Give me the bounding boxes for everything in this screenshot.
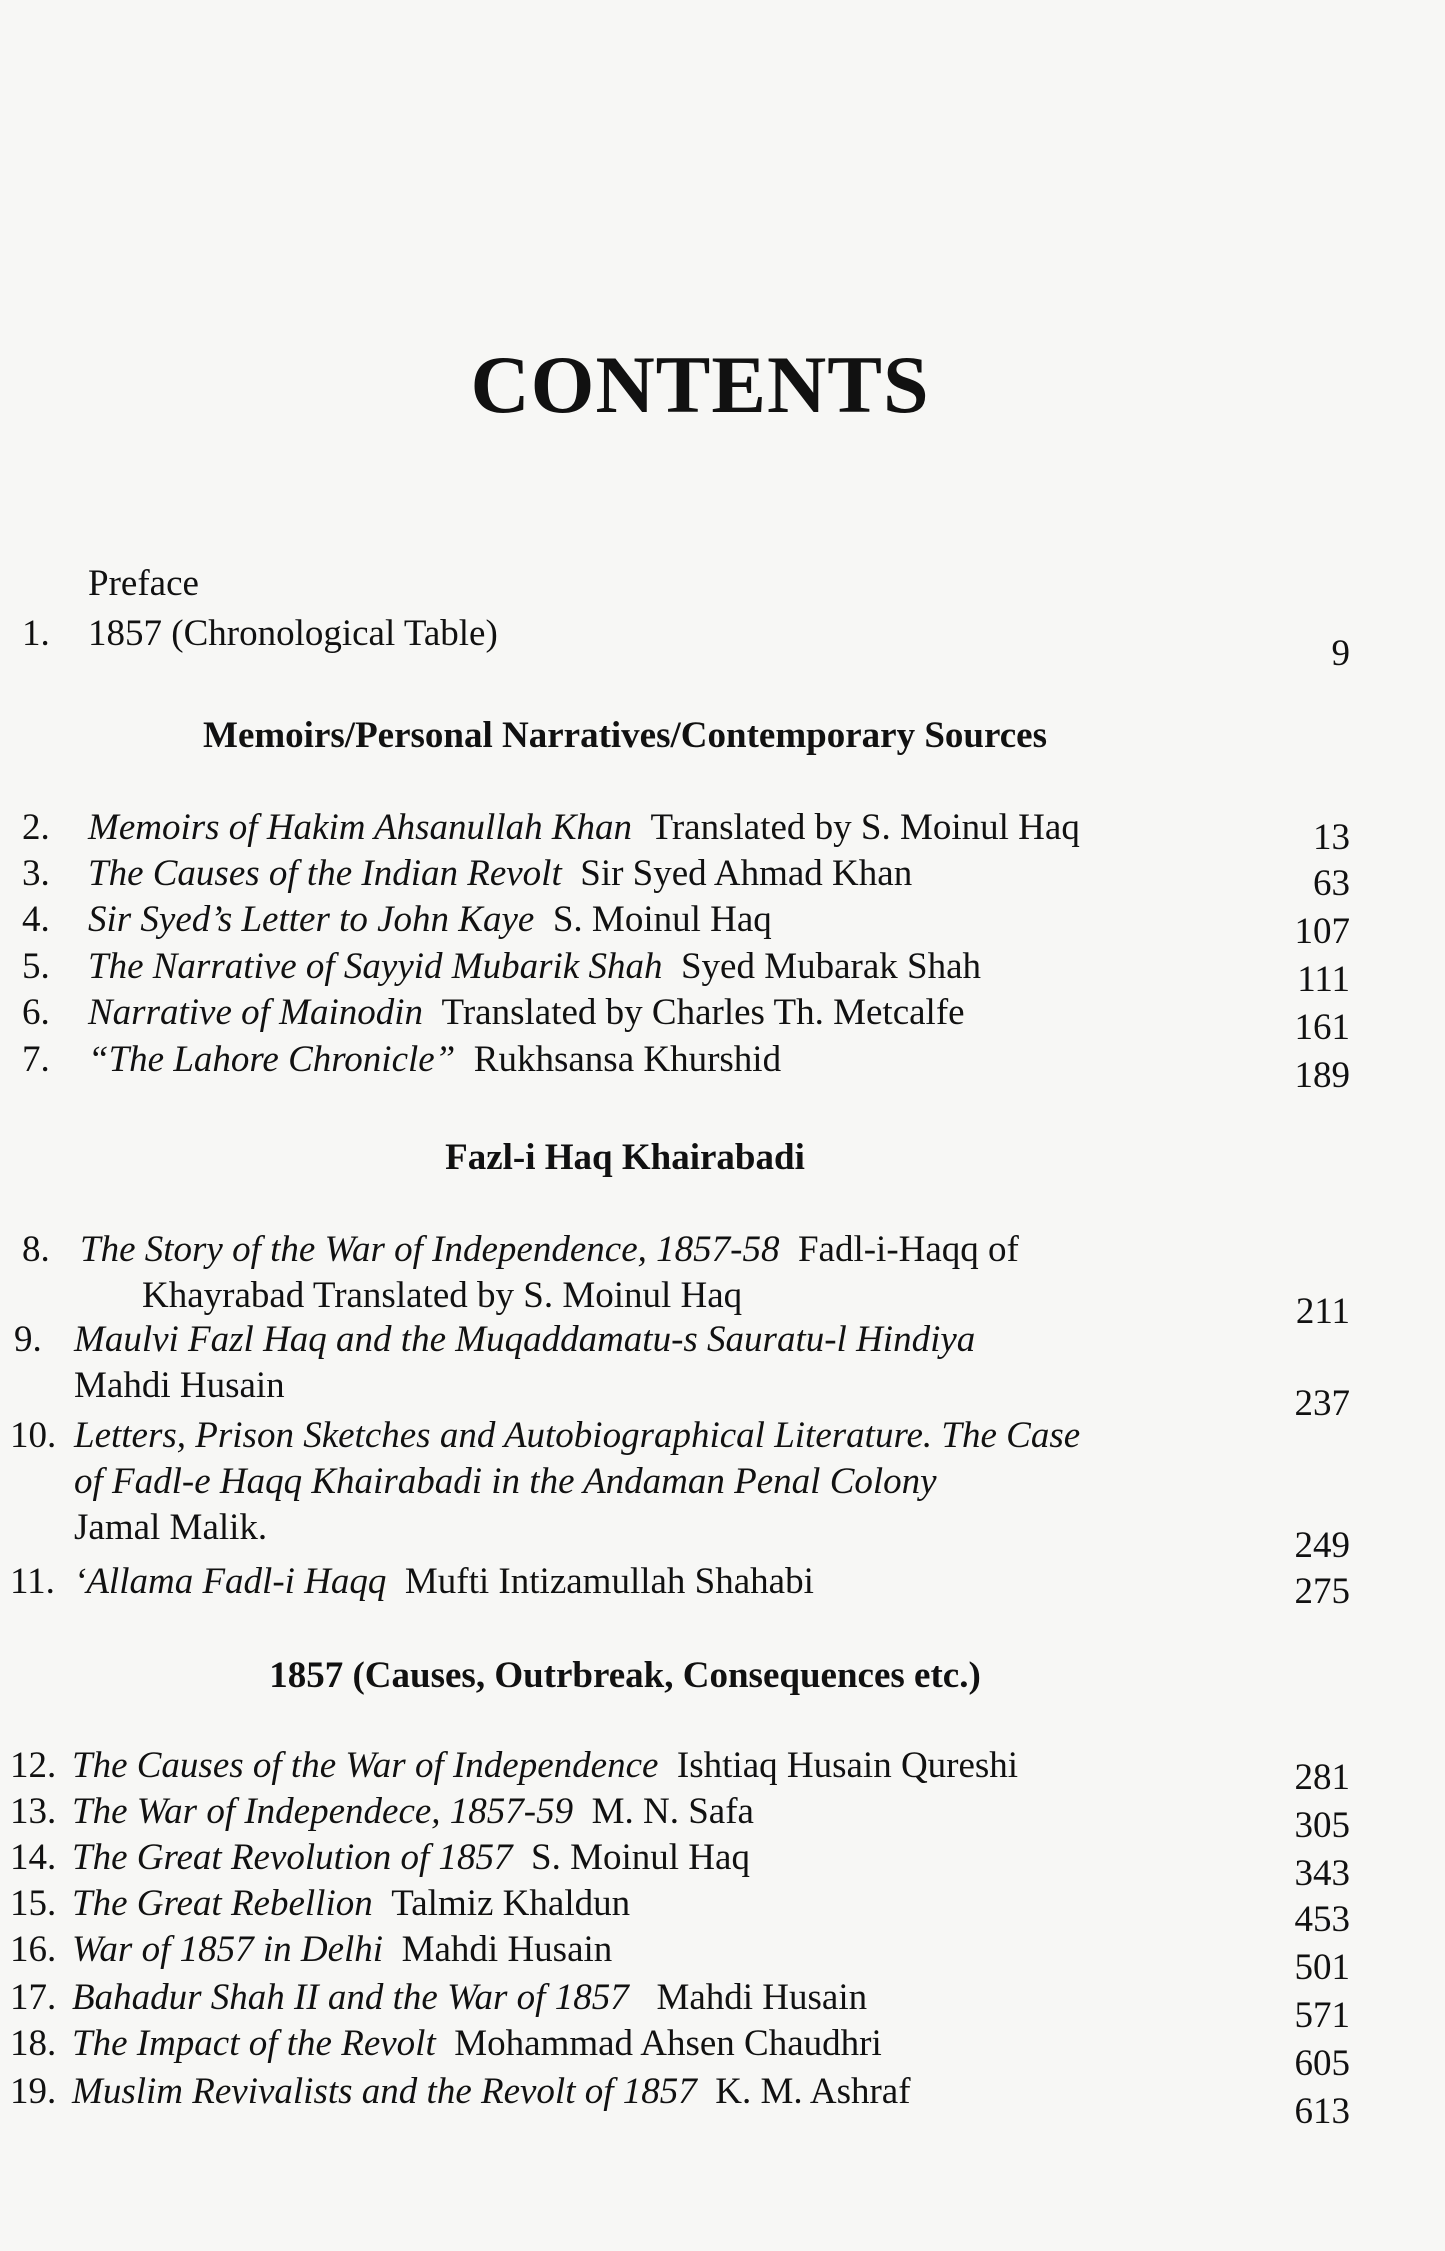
entry-number: 19. bbox=[10, 2071, 57, 2112]
entry-title: Sir Syed’s Letter to John Kaye bbox=[88, 899, 535, 940]
entry-author: M. N. Safa bbox=[591, 1791, 754, 1832]
entry-number: 10. bbox=[10, 1415, 57, 1456]
entry-number: 1. bbox=[22, 613, 50, 654]
entry-title: War of 1857 in Delhi bbox=[72, 1929, 384, 1970]
entry-title: The War of Independece, 1857-59 bbox=[72, 1791, 574, 1832]
entry-line bbox=[72, 1744, 1018, 1787]
entry-line bbox=[88, 898, 772, 941]
entry-page: 161 bbox=[1294, 1007, 1350, 1048]
entry-line bbox=[88, 991, 965, 1034]
entry-line-cont: Khayrabad Translated by S. Moinul Haq bbox=[142, 1275, 743, 1316]
entry-page: 281 bbox=[1294, 1757, 1350, 1798]
entry-title: The Great Revolution of 1857 bbox=[72, 1837, 513, 1878]
entry-page: 605 bbox=[1294, 2043, 1350, 2084]
entry-line bbox=[72, 1882, 630, 1925]
entry-page: 237 bbox=[1294, 1383, 1350, 1424]
entry-author: Mahdi Husain bbox=[401, 1929, 613, 1970]
entry-page: 111 bbox=[1297, 959, 1350, 1000]
entry-author: K. M. Ashraf bbox=[715, 2071, 911, 2112]
section-heading: Fazl-i Haq Khairabadi bbox=[445, 1137, 805, 1178]
entry-author: S. Moinul Haq bbox=[552, 899, 772, 940]
entry-title: The Story of the War of Independence, 1857-58 bbox=[80, 1229, 780, 1270]
entry-author: Rukhsansa Khurshid bbox=[473, 1039, 782, 1080]
entry-number: 14. bbox=[10, 1837, 57, 1878]
entry-title: ‘Allama Fadl-i Haqq bbox=[74, 1561, 387, 1602]
entry-number: 2. bbox=[22, 807, 50, 848]
entry-author: Translated by S. Moinul Haq bbox=[650, 807, 1080, 848]
entry-page: 275 bbox=[1294, 1571, 1350, 1612]
entry-number: 11. bbox=[10, 1561, 55, 1602]
entry-line bbox=[80, 1228, 1019, 1271]
entry-title: The Great Rebellion bbox=[72, 1883, 373, 1924]
entry-title: Narrative of Mainodin bbox=[88, 992, 424, 1033]
entry-page: 571 bbox=[1294, 1995, 1350, 2036]
entry-line-cont: Jamal Malik. bbox=[74, 1507, 268, 1548]
entry-page: 107 bbox=[1294, 911, 1350, 952]
entry-page: 453 bbox=[1294, 1899, 1350, 1940]
entry-number: 13. bbox=[10, 1791, 57, 1832]
entry-line bbox=[72, 1928, 612, 1971]
entry-line bbox=[74, 1560, 814, 1603]
entry-number: 9. bbox=[14, 1319, 42, 1360]
entry-line bbox=[72, 1976, 867, 2019]
entry-number: 3. bbox=[22, 853, 50, 894]
entry-line bbox=[88, 945, 981, 988]
section-heading: 1857 (Causes, Outrbreak, Consequences etc.) bbox=[269, 1655, 981, 1696]
entry-page: 63 bbox=[1313, 863, 1350, 904]
entry-author: Syed Mubarak Shah bbox=[680, 946, 982, 987]
entry-line bbox=[88, 852, 912, 895]
entry-title: The Narrative of Sayyid Mubarik Shah bbox=[88, 946, 663, 987]
entry-title: Bahadur Shah II and the War of 1857 bbox=[72, 1977, 629, 2018]
entry-page: 305 bbox=[1294, 1805, 1350, 1846]
entry-line bbox=[72, 2022, 882, 2065]
entry-number: 15. bbox=[10, 1883, 57, 1924]
entry-page: 211 bbox=[1295, 1291, 1350, 1332]
entry-number: 5. bbox=[22, 946, 50, 987]
entry-number: 4. bbox=[22, 899, 50, 940]
entry-author: Translated by Charles Th. Metcalfe bbox=[441, 992, 965, 1033]
entry-author: Mohammad Ahsen Chaudhri bbox=[454, 2023, 882, 2064]
entry-page: 189 bbox=[1294, 1055, 1350, 1096]
entry-line bbox=[74, 1318, 975, 1361]
entry-title: The Impact of the Revolt bbox=[72, 2023, 436, 2064]
entry-page: 343 bbox=[1294, 1853, 1350, 1894]
entry-page: 613 bbox=[1294, 2091, 1350, 2132]
entry-title-cont: of Fadl-e Haqq Khairabadi in the Andaman Penal Colony bbox=[74, 1461, 937, 1502]
entry-line-cont bbox=[74, 1460, 937, 1503]
page-title: CONTENTS bbox=[470, 339, 930, 430]
entry-title: Letters, Prison Sketches and Autobiographical Literature. The Case bbox=[74, 1415, 1081, 1456]
entry-author: Sir Syed Ahmad Khan bbox=[580, 853, 913, 894]
entry-number: 6. bbox=[22, 992, 50, 1033]
entry-author: Mufti Intizamullah Shahabi bbox=[404, 1561, 814, 1602]
entry-text: 1857 (Chronological Table) bbox=[88, 613, 498, 654]
entry-title: Memoirs of Hakim Ahsanullah Khan bbox=[88, 807, 633, 848]
entry-line-cont: Mahdi Husain bbox=[74, 1365, 285, 1406]
entry-title: “The Lahore Chronicle” bbox=[88, 1039, 456, 1080]
entry-title: Maulvi Fazl Haq and the Muqaddamatu-s Sauratu-l Hindiya bbox=[74, 1319, 976, 1360]
entry-title: Muslim Revivalists and the Revolt of 1857 bbox=[72, 2071, 697, 2112]
entry-author: Talmiz Khaldun bbox=[391, 1883, 631, 1924]
entry-line bbox=[88, 1038, 781, 1081]
entry-page: 501 bbox=[1294, 1947, 1350, 1988]
entry-author: Ishtiaq Husain Qureshi bbox=[676, 1745, 1019, 1786]
entry-number: 18. bbox=[10, 2023, 57, 2064]
entry-title: The Causes of the Indian Revolt bbox=[88, 853, 562, 894]
entry-number: 8. bbox=[22, 1229, 50, 1270]
section-heading: Memoirs/Personal Narratives/Contemporary Sources bbox=[203, 715, 1047, 756]
entry-number: 17. bbox=[10, 1977, 57, 2018]
entry-line bbox=[72, 2070, 911, 2113]
entry-page: 9 bbox=[1331, 633, 1350, 674]
entry-title: The Causes of the War of Independence bbox=[72, 1745, 659, 1786]
entry-author: Mahdi Husain bbox=[656, 1977, 868, 2018]
entry-author: S. Moinul Haq bbox=[531, 1837, 750, 1878]
entry-page: 249 bbox=[1294, 1525, 1350, 1566]
entry-line bbox=[88, 806, 1080, 849]
entry-line bbox=[74, 1414, 1080, 1457]
entry-page: 13 bbox=[1313, 817, 1350, 858]
entry-number: 12. bbox=[10, 1745, 57, 1786]
entry-line bbox=[72, 1790, 754, 1833]
entry-author: Fadl-i-Haqq of bbox=[797, 1229, 1019, 1270]
entry-line bbox=[72, 1836, 750, 1879]
entry-number: 16. bbox=[10, 1929, 57, 1970]
preface-label: Preface bbox=[88, 563, 199, 604]
entry-number: 7. bbox=[22, 1039, 50, 1080]
